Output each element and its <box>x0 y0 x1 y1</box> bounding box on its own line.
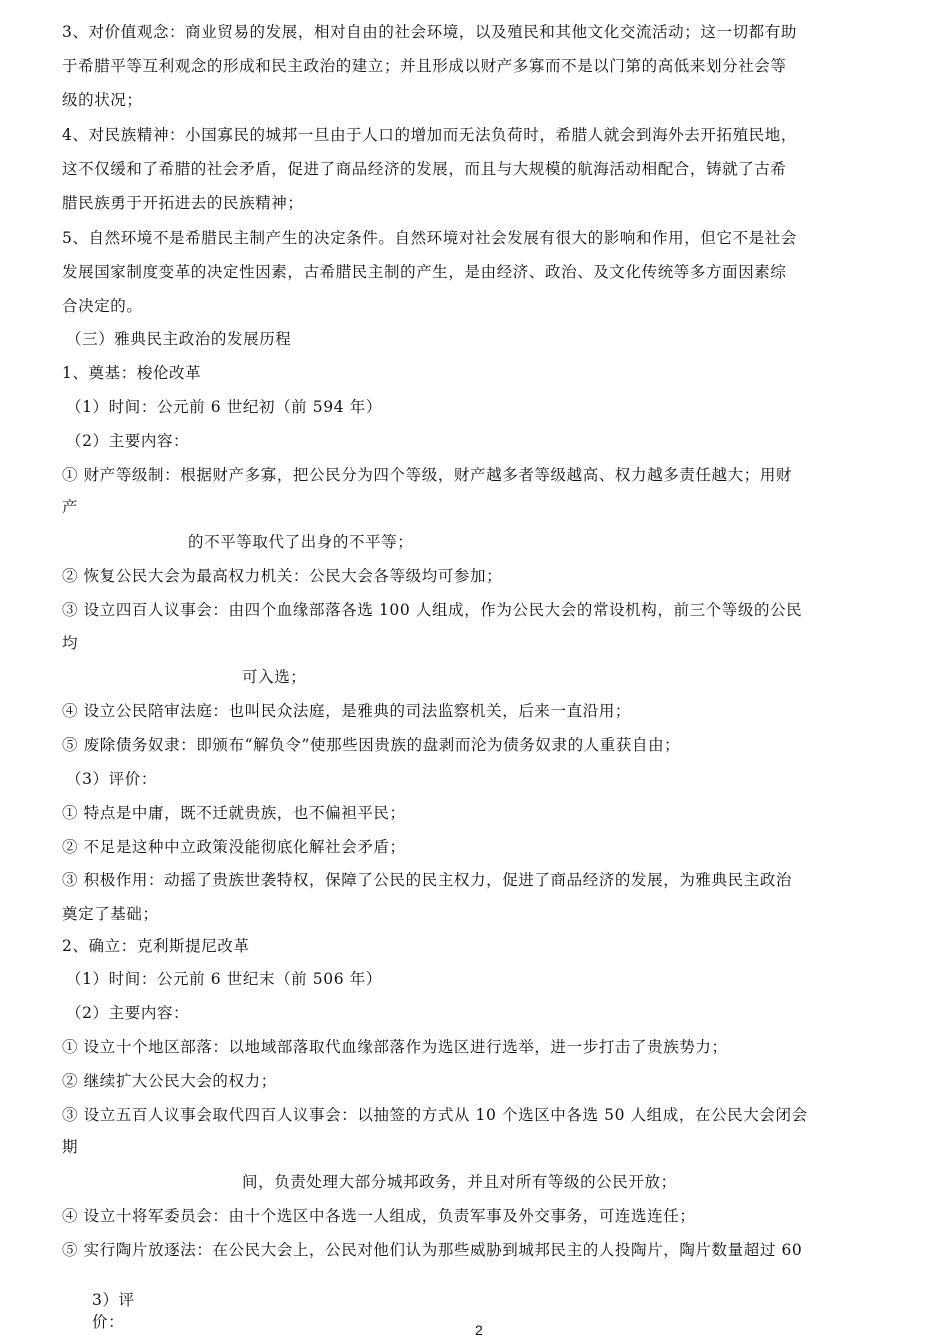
text-line: ① 财产等级制：根据财产多寡，把公民分为四个等级，财产越多者等级越高、权力越多责任越大；用财 <box>62 466 793 484</box>
text-line: （2）主要内容： <box>66 1004 190 1022</box>
section-heading: （三）雅典民主政治的发展历程 <box>66 330 292 348</box>
text-line: ③ 积极作用：动摇了贵族世袭特权，保障了公民的民主权力，促进了商品经济的发展，为雅典民主政治 <box>62 871 793 889</box>
text-line: 3、对价值观念：商业贸易的发展，相对自由的社会环境，以及殖民和其他文化交流活动；这一切都有助 <box>62 23 797 41</box>
text-line: 腊民族勇于开拓进去的民族精神； <box>62 194 304 212</box>
text-line: ③ 设立四百人议事会：由四个血缘部落各选 100 人组成，作为公民大会的常设机构，前三个等级的公民 <box>62 601 803 619</box>
text-line: ② 不足是这种中立政策没能彻底化解社会矛盾； <box>62 838 406 856</box>
text-line: 的不平等取代了出身的不平等； <box>188 533 414 551</box>
text-line: 5、自然环境不是希腊民主制产生的决定条件。自然环境对社会发展有很大的影响和作用，但它不是社会 <box>62 229 797 247</box>
text-line: ④ 设立十将军委员会：由十个选区中各选一人组成，负责军事及外交事务，可连选连任； <box>62 1207 696 1225</box>
text-line: ④ 设立公民陪审法庭：也叫民众法庭，是雅典的司法监察机关，后来一直沿用； <box>62 702 632 720</box>
text-line: 4、对民族精神：小国寡民的城邦一旦由于人口的增加而无法负荷时，希腊人就会到海外去开拓殖民地， <box>62 126 797 144</box>
text-line: 3）评 <box>92 1291 135 1309</box>
text-line: ⑤ 实行陶片放逐法：在公民大会上，公民对他们认为那些威胁到城邦民主的人投陶片，陶片数量超过 60 <box>62 1241 803 1259</box>
page-number: 2 <box>475 1322 483 1338</box>
text-line: 可入选； <box>242 668 307 686</box>
text-line: 发展国家制度变革的决定性因素，古希腊民主制的产生，是由经济、政治、及文化传统等多方面因素综 <box>62 263 787 281</box>
text-line: ② 继续扩大公民大会的权力； <box>62 1072 277 1090</box>
text-line: ③ 设立五百人议事会取代四百人议事会：以抽签的方式从 10 个选区中各选 50 人组成，在公民大会闭会 <box>62 1106 808 1124</box>
text-line: 级的状况； <box>62 91 143 109</box>
text-line: 均 <box>62 634 79 652</box>
text-line: 奠定了基础； <box>62 905 159 923</box>
text-line: 于希腊平等互利观念的形成和民主政治的建立；并且形成以财产多寡而不是以门第的高低来划分社会等 <box>62 57 787 75</box>
text-line: ② 恢复公民大会为最高权力机关：公民大会各等级均可参加； <box>62 567 503 585</box>
text-line: （3）评价： <box>66 770 157 788</box>
text-line: （1）时间：公元前 6 世纪末（前 506 年） <box>66 970 382 988</box>
text-line: 合决定的。 <box>62 297 143 315</box>
text-line: ① 设立十个地区部落：以地域部落取代血缘部落作为选区进行选举，进一步打击了贵族势力； <box>62 1038 728 1056</box>
text-line: 期 <box>62 1138 79 1156</box>
text-line: 这不仅缓和了希腊的社会矛盾，促进了商品经济的发展，而且与大规模的航海活动相配合，铸就了古希 <box>62 160 787 178</box>
text-line: ① 特点是中庸，既不迁就贵族，也不偏袒平民； <box>62 804 406 822</box>
text-line: （1）时间：公元前 6 世纪初（前 594 年） <box>66 398 382 416</box>
text-line: （2）主要内容： <box>66 432 190 450</box>
subsection-heading: 2、确立：克利斯提尼改革 <box>62 937 250 955</box>
text-line: ⑤ 废除债务奴隶：即颁布“解负令”使那些因贵族的盘剥而沦为债务奴隶的人重获自由； <box>62 736 681 754</box>
text-line: 价： <box>92 1313 125 1331</box>
text-line: 间，负责处理大部分城邦政务，并且对所有等级的公民开放； <box>242 1173 677 1191</box>
text-line: 产 <box>62 498 79 516</box>
subsection-heading: 1、奠基：梭伦改革 <box>62 364 202 382</box>
